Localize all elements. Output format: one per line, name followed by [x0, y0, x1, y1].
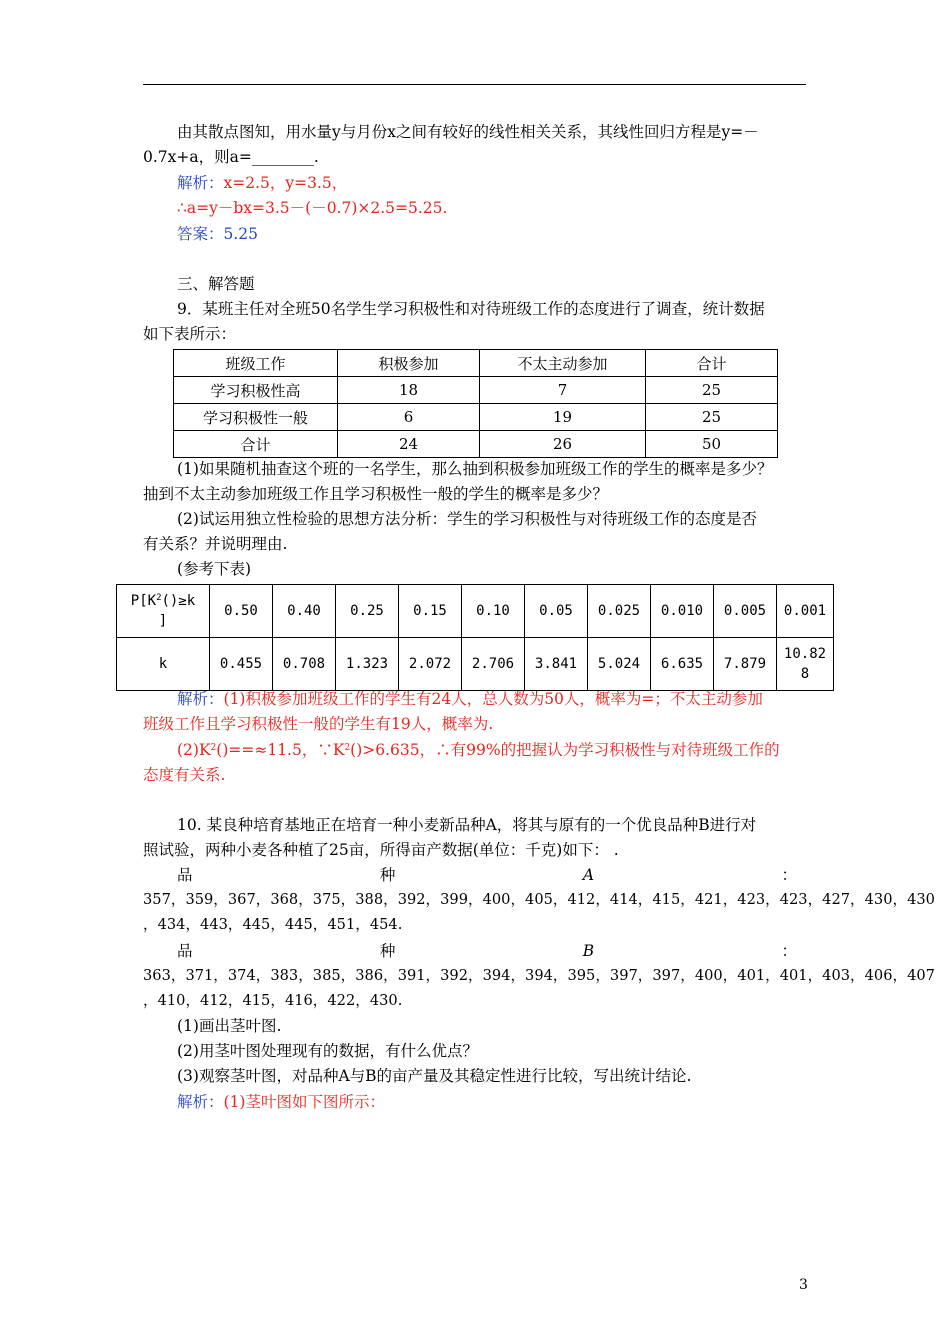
- table-cell: 26: [480, 431, 646, 458]
- table-cell: 25: [646, 404, 778, 431]
- k-last-part: 10.82: [783, 646, 827, 662]
- q9-part2-line1: (2)试运用独立性检验的思想方法分析：学生的学习积极性与对待班级工作的态度是否: [177, 510, 757, 528]
- table-cell: 0.25: [336, 585, 399, 638]
- table-cell: 18: [338, 377, 480, 404]
- q9-part1-line2: 抽到不太主动参加班级工作且学习积极性一般的学生的概率是多少？: [143, 485, 609, 503]
- analysis-label: 解析：: [177, 690, 224, 708]
- label-part: ：: [781, 942, 797, 960]
- q10-intro-line1: 10. 某良种培育基地正在培育一种小麦新品种A，将其与原有的一个优良品种B进行对: [177, 816, 757, 834]
- table-cell: 2.072: [399, 638, 462, 691]
- p-head-part: P[K: [130, 593, 157, 609]
- table-cell: 3.841: [525, 638, 588, 691]
- p-head-part: ]: [158, 613, 168, 629]
- variety-a-data-line1: 357，359，367，368，375，388，392，399，400，405，412，414，415，421，423，423，427，430，430: [143, 891, 935, 908]
- label-part: ：: [781, 866, 797, 884]
- label-part: 品: [177, 942, 193, 960]
- table-cell: 0.50: [210, 585, 273, 638]
- table-cell: 0.455: [210, 638, 273, 691]
- table-header-cell: 不太主动参加: [480, 350, 646, 377]
- table-cell: 学习积极性一般: [174, 404, 338, 431]
- q9-analysis-text1: (1)积极参加班级工作的学生有24人，总人数为50人，概率为=；不太主动参加: [223, 690, 763, 708]
- q10-part2: (2)用茎叶图处理现有的数据，有什么优点？: [177, 1042, 478, 1060]
- table-cell: 1.323: [336, 638, 399, 691]
- q8-analysis-text1: x=2.5，y=3.5，: [223, 174, 348, 192]
- table-cell: 0.005: [714, 585, 777, 638]
- p-header-cell: [117, 585, 210, 638]
- q8-line2: 0.7x+a，则a=________.: [143, 148, 319, 166]
- q9-reference-note: (参考下表): [177, 560, 252, 578]
- q9-analysis-line4: 态度有关系.: [143, 766, 226, 784]
- table-cell: 0.40: [273, 585, 336, 638]
- table-cell: 25: [646, 377, 778, 404]
- table-cell: 0.025: [588, 585, 651, 638]
- label-part: 种: [379, 942, 396, 960]
- analysis-label: 解析：: [177, 174, 224, 192]
- q8-answer: [177, 224, 258, 244]
- table-header-cell: 合计: [646, 350, 778, 377]
- table-cell: 6.635: [651, 638, 714, 691]
- table-cell-last: [777, 638, 834, 691]
- q10-analysis-text: (1)茎叶图如下图所示：: [223, 1093, 385, 1111]
- table-row: [174, 404, 778, 431]
- variety-b-data-line1: 363，371，374，383，385，386，391，392，394，394，395，397，397，400，401，401，403，406，407: [143, 967, 935, 984]
- answer-value: 5.25: [223, 225, 259, 243]
- q10-part1: (1)画出茎叶图.: [177, 1017, 282, 1035]
- q9-analysis-line2: 班级工作且学习积极性一般的学生有19人，概率为.: [143, 715, 494, 733]
- k-header-cell: k: [117, 638, 210, 691]
- k-last-part: 8: [800, 666, 810, 682]
- table-cell: 7.879: [714, 638, 777, 691]
- table-cell: 合计: [174, 431, 338, 458]
- analysis-part: (2)K: [177, 741, 211, 759]
- table-row: [174, 431, 778, 458]
- table-cell: 0.708: [273, 638, 336, 691]
- q9-analysis-line3: [177, 740, 780, 760]
- label-part: 种: [379, 866, 396, 884]
- analysis-label: 解析：: [177, 1093, 224, 1111]
- variety-a-data-line2: ，434，443，445，445，451，454.: [143, 916, 403, 933]
- analysis-part: ()==≈11.5，∵K: [216, 741, 345, 759]
- table-row: [117, 585, 834, 638]
- q9-part2-line2: 有关系？并说明理由.: [143, 535, 288, 553]
- table-cell: 50: [646, 431, 778, 458]
- q9-intro-line2: 如下表所示：: [143, 325, 237, 343]
- table-cell: 0.15: [399, 585, 462, 638]
- table-cell: 6: [338, 404, 480, 431]
- superscript: 2: [344, 743, 351, 753]
- page-number: 3: [799, 1277, 808, 1293]
- superscript: 2: [156, 593, 162, 603]
- label-part: B: [582, 942, 595, 960]
- table-cell: 2.706: [462, 638, 525, 691]
- q8-line1: 由其散点图知，用水量y与月份x之间有较好的线性相关关系，其线性回归方程是y=－: [177, 123, 759, 141]
- label-part: 品: [177, 866, 193, 884]
- table-cell: 0.05: [525, 585, 588, 638]
- q10-intro-line2: 照试验，两种小麦各种植了25亩，所得亩产数据(单位：千克)如下： .: [143, 841, 619, 859]
- table-cell: 24: [338, 431, 480, 458]
- table-header-cell: 班级工作: [174, 350, 338, 377]
- q9-analysis-line1: [177, 689, 763, 709]
- table-header-row: [174, 350, 778, 377]
- table-cell: 5.024: [588, 638, 651, 691]
- q8-analysis-line2: ∴a=y－bx=3.5－(－0.7)×2.5=5.25.: [177, 199, 448, 217]
- table-cell: 0.010: [651, 585, 714, 638]
- q10-analysis: [177, 1092, 385, 1112]
- table-cell: 19: [480, 404, 646, 431]
- q9-intro-line1: 9．某班主任对全班50名学生学习积极性和对待班级工作的态度进行了调查，统计数据: [177, 300, 765, 318]
- variety-a-label: [177, 865, 797, 885]
- q9-data-table: [173, 349, 778, 458]
- q10-part3: (3)观察茎叶图，对品种A与B的亩产量及其稳定性进行比较，写出统计结论.: [177, 1067, 692, 1085]
- chi-square-reference-table: [116, 584, 834, 691]
- analysis-part: ()>6.635，∴有99%的把握认为学习积极性与对待班级工作的: [350, 741, 780, 759]
- table-cell: 0.10: [462, 585, 525, 638]
- variety-b-data-line2: ，410，412，415，416，422，430.: [143, 992, 403, 1009]
- table-header-cell: 积极参加: [338, 350, 480, 377]
- q8-analysis-line1: [177, 173, 347, 193]
- table-cell: 0.001: [777, 585, 834, 638]
- table-cell: 学习积极性高: [174, 377, 338, 404]
- p-head-part: ()≥k: [161, 593, 196, 609]
- variety-b-label: [177, 941, 797, 961]
- q9-part1-line1: (1)如果随机抽查这个班的一名学生，那么抽到积极参加班级工作的学生的概率是多少？: [177, 460, 773, 478]
- table-cell: 7: [480, 377, 646, 404]
- table-row: [117, 638, 834, 691]
- superscript: 2: [210, 743, 217, 753]
- table-row: [174, 377, 778, 404]
- label-part: A: [582, 866, 595, 884]
- section-title: 三、解答题: [177, 275, 255, 293]
- answer-label: 答案：: [177, 225, 224, 243]
- header-rule: [143, 84, 806, 85]
